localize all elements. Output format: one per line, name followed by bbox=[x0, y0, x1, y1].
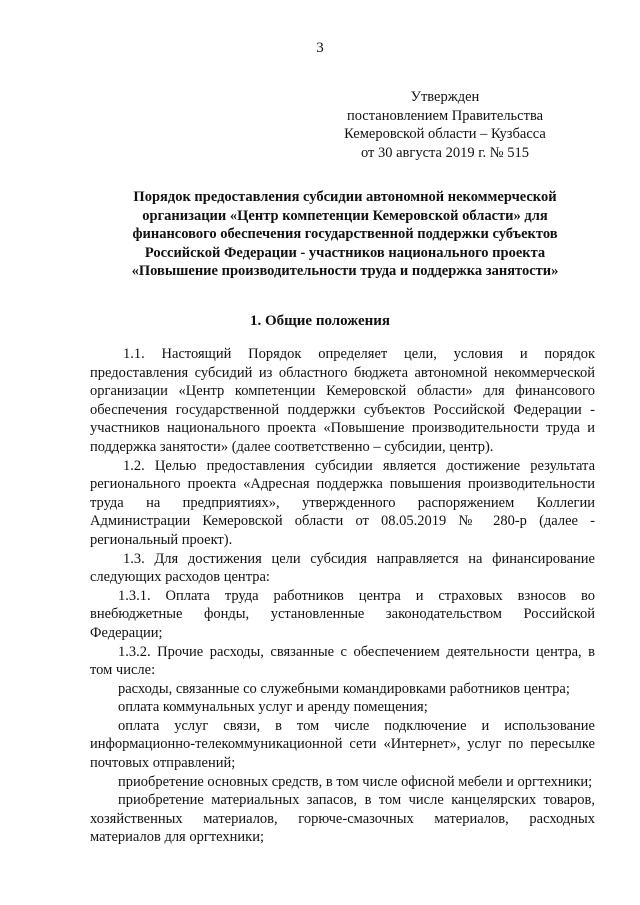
list-item: оплата услуг связи, в том числе подключение и использование информационно-телекоммуникационной сети «Интернет», услуг по пересылке почтовых отправлений; bbox=[90, 717, 595, 772]
paragraph-1-3: 1.3. Для достижения цели субсидия направляется на финансирование следующих расходов центра: bbox=[90, 550, 595, 586]
list-item: приобретение основных средств, в том числе офисной мебели и оргтехники; bbox=[118, 773, 593, 790]
approval-line: Кемеровской области – Кузбасса bbox=[344, 126, 546, 142]
paragraph-1-2: 1.2. Целью предоставления субсидии является достижение результата регионального проекта «Адресная поддержка повышения производительности труда на предприятиях», утвержденного распоряжением Коллегии Администрации Кемеровской области от 08.05.2019 № 280-р (далее - региональный проект). bbox=[90, 457, 595, 548]
title-line: финансового обеспечения государственной поддержки субъектов bbox=[132, 226, 558, 242]
title-line: организации «Центр компетенции Кемеровской области» для bbox=[142, 207, 548, 224]
list-item: приобретение материальных запасов, в том числе канцелярских товаров, хозяйственных материалов, горюче-смазочных материалов, расходных материалов для оргтехники; bbox=[90, 792, 595, 846]
approval-line: постановлением Правительства bbox=[346, 107, 544, 124]
list-item: оплата коммунальных услуг и аренду помещения; bbox=[118, 699, 428, 716]
title-line: «Повышение производительности труда и поддержка занятости» bbox=[131, 263, 559, 279]
section-heading: 1. Общие положения bbox=[249, 313, 391, 329]
document-title bbox=[90, 188, 600, 281]
list-item: расходы, связанные со служебными командировками работников центра; bbox=[118, 680, 570, 697]
paragraph-1-3-2: 1.3.2. Прочие расходы, связанные с обеспечением деятельности центра, в том числе: bbox=[90, 643, 595, 679]
approval-block bbox=[340, 88, 550, 162]
document-body bbox=[90, 345, 595, 847]
approval-line: от 30 августа 2019 г. № 515 bbox=[360, 144, 530, 161]
paragraph-1-1: 1.1. Настоящий Порядок определяет цели, условия и порядок предоставления субсидий из областного бюджета автономной некоммерческой организации «Центр компетенции Кемеровской области» для финансового обеспечения государственной поддержки субъектов Российской Федерации - участников национального проекта «Повышение производительности труда и поддержка занятости» (далее соответственно – субсидии, центр). bbox=[90, 346, 595, 455]
paragraph-1-3-1: 1.3.1. Оплата труда работников центра и страховых взносов во внебюджетные фонды, установленные законодательством Российской Федерации; bbox=[90, 587, 595, 641]
approval-line: Утвержден bbox=[410, 89, 480, 105]
title-line: Российской Федерации - участников национального проекта bbox=[144, 244, 546, 261]
title-line: Порядок предоставления субсидии автономной некоммерческой bbox=[133, 189, 557, 205]
page-number: 3 bbox=[316, 40, 324, 56]
